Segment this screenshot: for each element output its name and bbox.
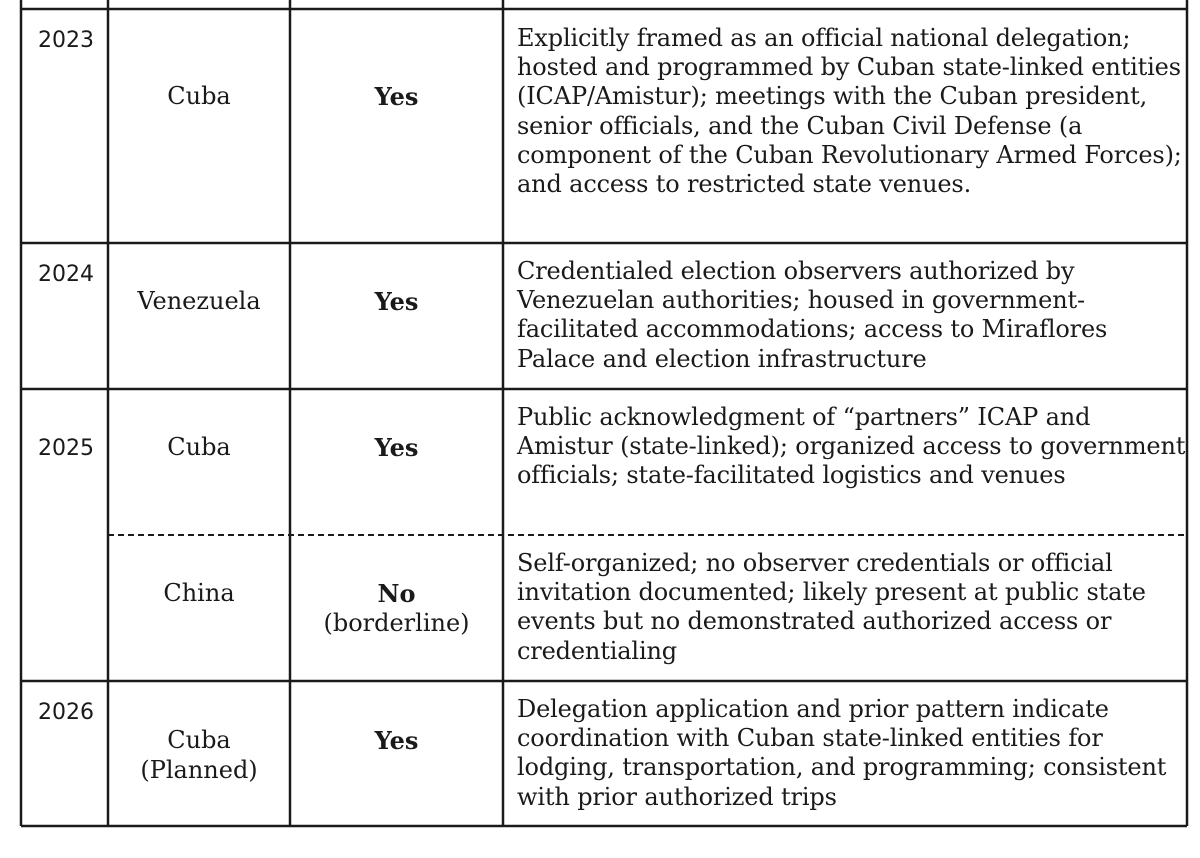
description-cell: Explicitly framed as an official national delegation; hosted and programmed by Cuban state-linked entities (ICAP/Amistur); meetings with the Cuban president, senior officials, and the Cuban Civil Defense (a component of the Cuban Revolutionary Armed Forces); and access to restricted state venues.	[517, 24, 1182, 199]
authorized-cell	[292, 287, 501, 317]
country-cell: China	[163, 579, 235, 607]
year-cell-2024: 2024	[38, 262, 94, 287]
authorized-cell	[292, 579, 501, 638]
description-cell: Delegation application and prior pattern indicate coordination with Cuban state-linked entities for lodging, transportation, and programming; consistent with prior authorized trips	[517, 695, 1167, 811]
country-note: (Planned)	[140, 755, 258, 784]
description-cell: Self-organized; no observer credentials or official invitation documented; likely present at public state events but no demonstrated authorized access or credentialing	[517, 549, 1146, 665]
authorized-value: Yes	[374, 433, 419, 462]
authorized-note: (borderline)	[323, 608, 470, 637]
year-cell-2026: 2026	[38, 700, 94, 725]
authorized-cell	[292, 726, 501, 756]
country-cell: Cuba	[167, 82, 231, 110]
authorized-value: No	[377, 579, 416, 608]
authorized-value: Yes	[374, 726, 419, 755]
authorized-cell	[292, 82, 501, 112]
description-cell: Public acknowledgment of “partners” ICAP and Amistur (state-linked); organized access to government officials; state-facilitated logistics and venues	[517, 403, 1186, 490]
year-cell-2025: 2025	[38, 436, 94, 461]
year-cell-2023: 2023	[38, 28, 94, 53]
country-cell	[110, 726, 288, 785]
country-cell: Venezuela	[137, 287, 261, 315]
authorized-cell	[292, 433, 501, 463]
authorized-value: Yes	[374, 287, 419, 316]
authorized-value: Yes	[374, 82, 419, 111]
description-cell: Credentialed election observers authorized by Venezuelan authorities; housed in government-facilitated accommodations; access to Miraflores Palace and election infrastructure	[517, 257, 1108, 373]
country-name: Cuba	[167, 726, 231, 754]
country-cell: Cuba	[167, 433, 231, 461]
